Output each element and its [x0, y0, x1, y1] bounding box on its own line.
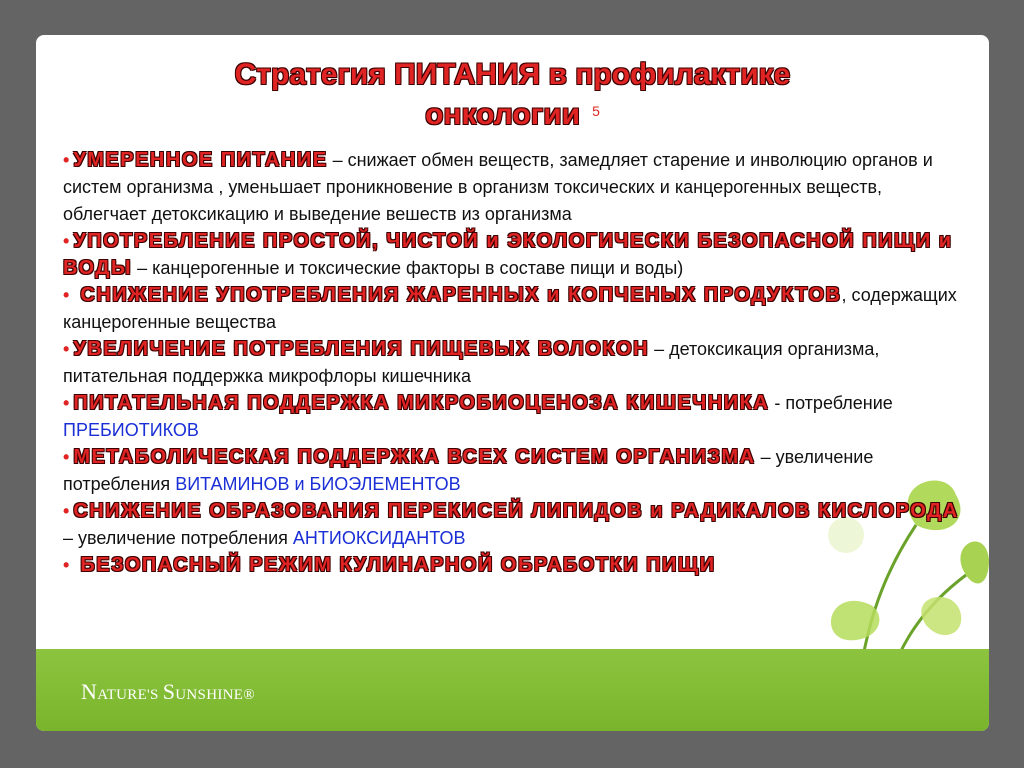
item-blue-text: ВИТАМИНОВ и БИОЭЛЕМЕНТОВ	[175, 474, 461, 494]
page-number: 5	[592, 103, 600, 119]
item-highlight: УВЕЛИЧЕНИЕ ПОТРЕБЛЕНИЯ ПИЩЕВЫХ ВОЛОКОН	[73, 338, 650, 360]
item-text: – канцерогенные и токсические факторы в составе пищи и воды)	[132, 258, 684, 278]
item-text: - потребление	[769, 393, 893, 413]
item-highlight: УМЕРЕННОЕ ПИТАНИЕ	[73, 149, 328, 171]
list-item: • БЕЗОПАСНЫЙ РЕЖИМ КУЛИНАРНОЙ ОБРАБОТКИ ПИЩИ	[63, 554, 716, 576]
item-text: , содержащих канцерогенные вещества	[63, 285, 957, 332]
item-text: – увеличение потребления	[63, 528, 293, 548]
list-item: • ПИТАТЕЛЬНАЯ ПОДДЕРЖКА МИКРОБИОЦЕНОЗА КИШЕЧНИКА - потребление ПРЕБИОТИКОВ	[63, 392, 893, 440]
slide-title	[36, 57, 989, 133]
item-highlight: МЕТАБОЛИЧЕСКАЯ ПОДДЕРЖКА ВСЕХ СИСТЕМ ОРГАНИЗМА	[73, 446, 756, 468]
item-text: – детоксикация организма, питательная поддержка микрофлоры кишечника	[63, 339, 880, 386]
slide	[36, 35, 989, 731]
item-highlight: БЕЗОПАСНЫЙ РЕЖИМ КУЛИНАРНОЙ ОБРАБОТКИ ПИЩИ	[73, 554, 716, 576]
list-item: • МЕТАБОЛИЧЕСКАЯ ПОДДЕРЖКА ВСЕХ СИСТЕМ ОРГАНИЗМА – увеличение потребления ВИТАМИНОВ и БИОЭЛЕМЕНТОВ	[63, 446, 874, 494]
list-item: • УПОТРЕБЛЕНИЕ ПРОСТОЙ, ЧИСТОЙ и ЭКОЛОГИЧЕСКИ БЕЗОПАСНОЙ ПИЩИ и ВОДЫ – канцерогенные и токсические факторы в составе пищи и воды)	[63, 230, 953, 279]
item-blue-text: ПРЕБИОТИКОВ	[63, 420, 199, 440]
item-highlight: СНИЖЕНИЕ УПОТРЕБЛЕНИЯ ЖАРЕННЫХ и КОПЧЕНЫХ ПРОДУКТОВ	[73, 284, 842, 306]
item-text: – снижает обмен веществ, замедляет старение и инволюцию органов и систем организма , уменьшает проникновение в организм токсических и канцерогенных веществ, облегчает детоксикацию и выведение вешеств из организма	[63, 150, 933, 224]
title-line-1: Стратегия ПИТАНИЯ в профилактике	[234, 58, 791, 91]
item-highlight: СНИЖЕНИЕ ОБРАЗОВАНИЯ ПЕРЕКИСЕЙ ЛИПИДОВ и РАДИКАЛОВ КИСЛОРОДА	[73, 500, 959, 522]
list-item: • СНИЖЕНИЕ ОБРАЗОВАНИЯ ПЕРЕКИСЕЙ ЛИПИДОВ и РАДИКАЛОВ КИСЛОРОДА – увеличение потребления АНТИОКСИДАНТОВ	[63, 500, 959, 548]
item-text: – увеличение потребления	[63, 447, 874, 494]
list-item: • УВЕЛИЧЕНИЕ ПОТРЕБЛЕНИЯ ПИЩЕВЫХ ВОЛОКОН – детоксикация организма, питательная поддержка микрофлоры кишечника	[63, 338, 880, 386]
list-item: • УМЕРЕННОЕ ПИТАНИЕ – снижает обмен веществ, замедляет старение и инволюцию органов и систем организма , уменьшает проникновение в организм токсических и канцерогенных веществ, облегчает детоксикацию и выведение вешеств из организма	[63, 149, 933, 224]
item-highlight: ПИТАТЕЛЬНАЯ ПОДДЕРЖКА МИКРОБИОЦЕНОЗА КИШЕЧНИКА	[73, 392, 770, 414]
natures-sunshine-logo: NATURE'S SUNSHINE®	[81, 679, 255, 704]
bullet-list	[63, 147, 968, 579]
list-item: • СНИЖЕНИЕ УПОТРЕБЛЕНИЯ ЖАРЕННЫХ и КОПЧЕНЫХ ПРОДУКТОВ, содержащих канцерогенные вещества	[63, 284, 957, 332]
item-highlight: УПОТРЕБЛЕНИЕ ПРОСТОЙ, ЧИСТОЙ и ЭКОЛОГИЧЕСКИ БЕЗОПАСНОЙ ПИЩИ и ВОДЫ	[63, 230, 953, 279]
item-blue-text: АНТИОКСИДАНТОВ	[292, 528, 466, 548]
title-line-2: онкологии $^5$	[425, 98, 600, 131]
